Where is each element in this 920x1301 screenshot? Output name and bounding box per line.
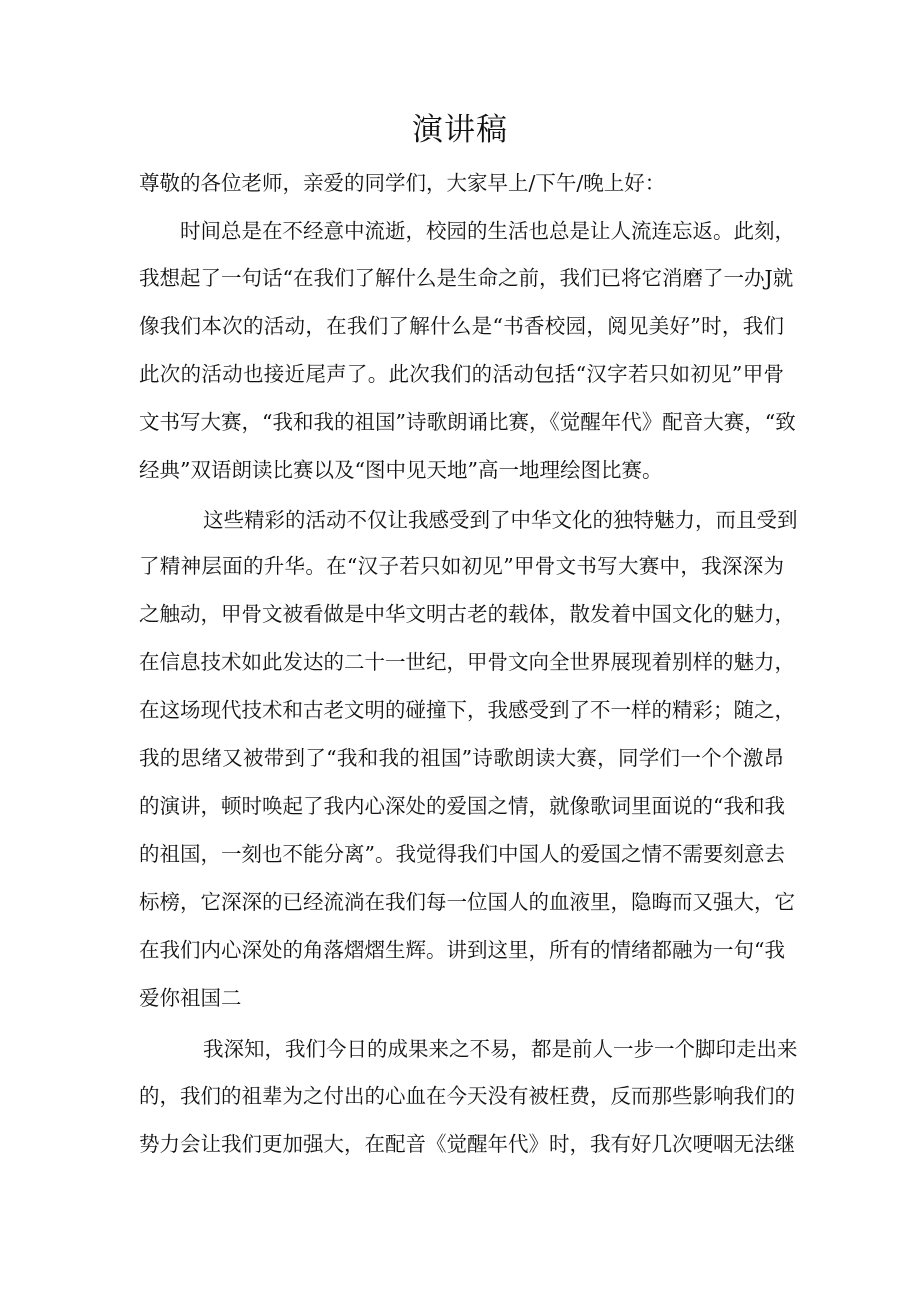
paragraph-2-line: 在这场现代技术和古老文明的碰撞下，我感受到了不一样的精彩；随之，	[139, 698, 795, 722]
paragraph-2-line: 的演讲，顿时唤起了我内心深处的爱国之情，就像歌词里面说的“我和我	[139, 794, 785, 818]
paragraph-3-line: 的，我们的祖辈为之付出的心血在今天没有被枉费，反而那些影响我们的	[139, 1084, 795, 1108]
paragraph-2-line: 了精神层面的升华。在“汉子若只如初见”甲骨文书写大赛中，我深深为	[139, 554, 784, 578]
paragraph-1-line: 经典”双语朗读比赛以及“图中见天地”高一地理绘图比赛。	[139, 458, 663, 482]
paragraph-2-line: 在信息技术如此发达的二十一世纪，甲骨文向全世界展现着别样的魅力，	[139, 650, 795, 674]
paragraph-2-line: 标榜，它深深的已经流淌在我们每一位国人的血液里，隐晦而又强大，它	[139, 890, 795, 914]
paragraph-1-line: 我想起了一句话“在我们了解什么是生命之前，我们已将它消磨了一办J就	[139, 266, 794, 290]
paragraph-3-line: 我深知，我们今日的成果来之不易，都是前人一步一个脚印走出来	[203, 1037, 798, 1061]
paragraph-2-line: 我的思绪又被带到了“我和我的祖国”诗歌朗读大赛，同学们一个个激昂	[139, 746, 784, 770]
paragraph-1-line: 文书写大赛，“我和我的祖国”诗歌朗诵比赛，《觉醒年代》配音大赛，“致	[139, 410, 796, 434]
paragraph-1-line: 时间总是在不经意中流逝，校园的生活也总是让人流连忘返。此刻，	[180, 219, 795, 243]
paragraph-2-line: 这些精彩的活动不仅让我感受到了中华文化的独特魅力，而且受到	[203, 508, 798, 532]
paragraph-1-line: 像我们本次的活动，在我们了解什么是“书香校园，阅见美好”时，我们	[139, 314, 784, 338]
document-title: 演讲稿	[412, 112, 508, 148]
paragraph-1-line: 此次的活动也接近尾声了。此次我们的活动包括“汉字若只如初见”甲骨	[139, 362, 784, 386]
paragraph-3-line: 势力会让我们更加强大，在配音《觉醒年代》时，我有好几次哽咽无法继	[139, 1132, 795, 1156]
paragraph-2-line: 在我们内心深处的角落熠熠生辉。讲到这里，所有的情绪都融为一句“我	[139, 938, 785, 962]
paragraph-2-line: 之触动，甲骨文被看做是中华文明古老的载体，散发着中国文化的魅力，	[139, 602, 795, 626]
paragraph-2-line: 的祖国，一刻也不能分离”。我觉得我们中国人的爱国之情不需要刻意去	[139, 842, 785, 866]
salutation: 尊敬的各位老师，亲爱的同学们，大家早上/下午/晚上好：	[139, 171, 666, 195]
paragraph-2-line: 爱你祖国二	[139, 986, 242, 1010]
